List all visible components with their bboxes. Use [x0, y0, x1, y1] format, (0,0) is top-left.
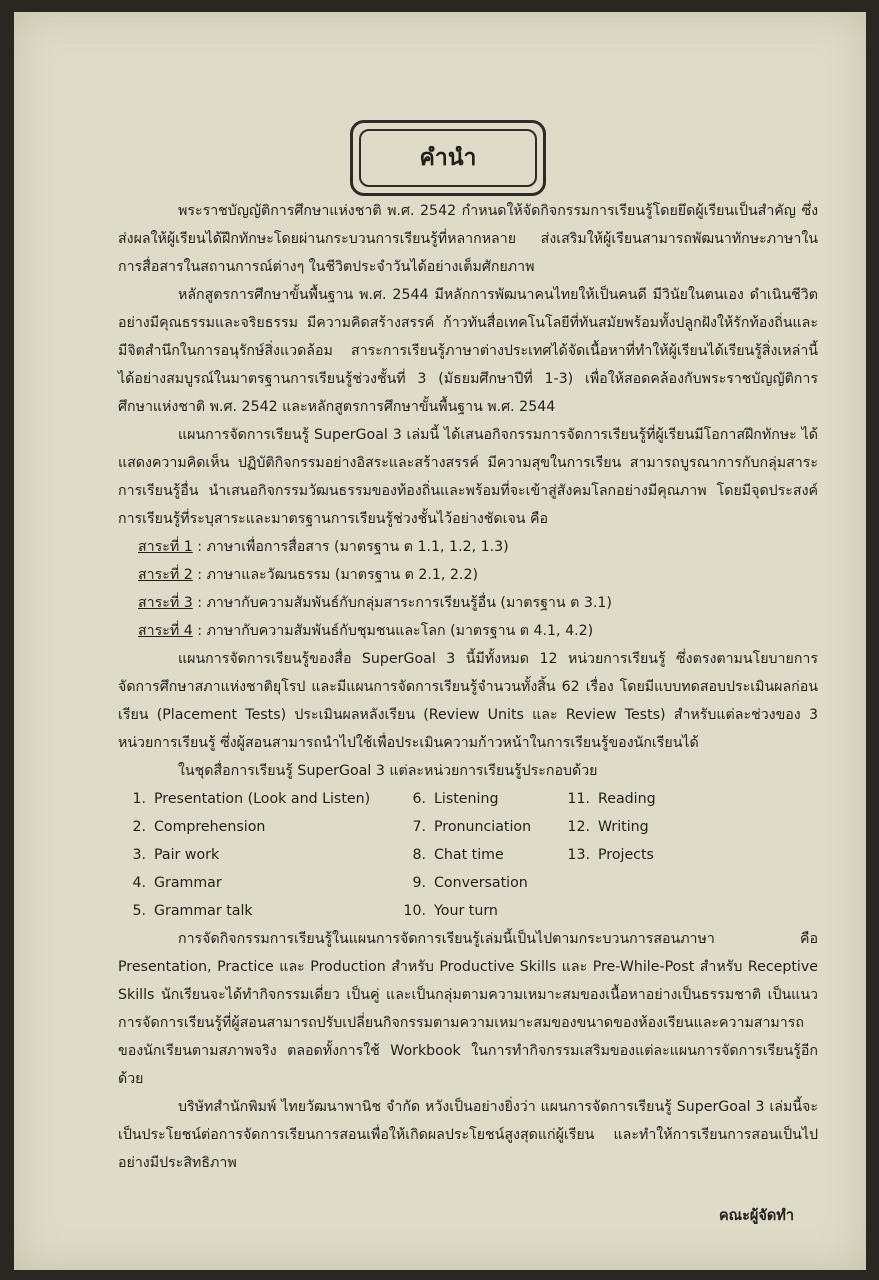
- component-item: 6. Listening: [412, 791, 499, 807]
- component-item: 1. Presentation (Look and Listen): [132, 791, 371, 807]
- document-page: [14, 12, 866, 1270]
- strand-label: สาระที่ 3: [138, 595, 193, 611]
- paragraph-2: หลักสูตรการศึกษาขั้นพื้นฐาน พ.ศ. 2544 มีหลักการพัฒนาคนไทยให้เป็นคนดี มีวินัยในตนเอง ดำเนินชีวิตอย่างมีคุณธรรมและจริยธรรม มีความคิดสร้างสรรค์ ก้าวทันสื่อเทคโนโลยีที่ทันสมัยพร้อมทั้งปลูกฝังให้รักท้องถิ่นและมีจิตสำนึกในการอนุรักษ์สิ่งแวดล้อม สาระการเรียนรู้ภาษาต่างประเทศได้จัดเนื้อหาที่ทำให้ผู้เรียนได้เรียนรู้สิ่งเหล่านี้ได้อย่างสมบูรณ์ในมาตรฐานการเรียนรู้ช่วงชั้นที่ 3 (มัธยมศึกษาปีที่ 1-3) เพื่อให้สอดคล้องกับพระราชบัญญัติการศึกษาแห่งชาติ พ.ศ. 2542 และหลักสูตรการศึกษาขั้นพื้นฐาน พ.ศ. 2544: [118, 287, 818, 415]
- paragraph-7: บริษัทสำนักพิมพ์ ไทยวัฒนาพานิช จำกัด หวังเป็นอย่างยิ่งว่า แผนการจัดการเรียนรู้ SuperGoal 3 เล่มนี้จะเป็นประโยชน์ต่อการจัดการเรียนการสอนเพื่อให้เกิดผลประโยชน์สูงสุดแก่ผู้เรียน และทำให้การเรียนการสอนเป็นไปอย่างมีประสิทธิภาพ: [118, 1099, 818, 1171]
- strand-item: [138, 589, 818, 617]
- paragraph-1: พระราชบัญญัติการศึกษาแห่งชาติ พ.ศ. 2542 กำหนดให้จัดกิจกรรมการเรียนรู้โดยยึดผู้เรียนเป็นสำคัญ ซึ่งส่งผลให้ผู้เรียนได้ฝึกทักษะโดยผ่านกระบวนการเรียนรู้ที่หลากหลาย ส่งเสริมให้ผู้เรียนสามารถพัฒนาทักษะภาษาในการสื่อสารในสถานการณ์ต่างๆ ในชีวิตประจำวันได้อย่างเต็มศักยภาพ: [118, 203, 818, 275]
- component-list: [118, 785, 818, 925]
- component-item: 7. Pronunciation: [412, 819, 532, 835]
- strand-label: สาระที่ 4: [138, 623, 193, 639]
- strand-text: : ภาษากับความสัมพันธ์กับชุมชนและโลก (มาตรฐาน ต 4.1, 4.2): [197, 623, 594, 639]
- component-item: 11. Reading: [567, 791, 656, 807]
- component-item: 9. Conversation: [412, 875, 528, 891]
- strand-list: [118, 533, 818, 645]
- component-item: 10. Your turn: [403, 903, 498, 919]
- component-item: 13. Projects: [567, 847, 654, 863]
- paragraph-5: ในชุดสื่อการเรียนรู้ SuperGoal 3 แต่ละหน่วยการเรียนรู้ประกอบด้วย: [178, 763, 598, 779]
- title-frame: [350, 120, 546, 196]
- component-item: 12. Writing: [567, 819, 649, 835]
- component-item: 2. Comprehension: [132, 819, 266, 835]
- strand-label: สาระที่ 1: [138, 539, 193, 555]
- strand-text: : ภาษาเพื่อการสื่อสาร (มาตรฐาน ต 1.1, 1.2, 1.3): [197, 539, 509, 555]
- component-item: 3. Pair work: [132, 847, 220, 863]
- strand-item: [138, 617, 818, 645]
- strand-item: [138, 561, 818, 589]
- paragraph-3: แผนการจัดการเรียนรู้ SuperGoal 3 เล่มนี้ ได้เสนอกิจกรรมการจัดการเรียนรู้ที่ผู้เรียนมีโอกาสฝึกทักษะ ได้แสดงความคิดเห็น ปฏิบัติกิจกรรมอย่างอิสระและสร้างสรรค์ มีความสุขในการเรียน สามารถบูรณาการกับกลุ่มสาระการเรียนรู้อื่น นำเสนอกิจกรรมวัฒนธรรมของท้องถิ่นและพร้อมที่จะเข้าสู่สังคมโลกอย่างมีคุณภาพ โดยมีจุดประสงค์การเรียนรู้ที่ระบุสาระและมาตรฐานการเรียนรู้ช่วงชั้นไว้อย่างชัดเจน คือ: [118, 427, 818, 527]
- body-content: [118, 197, 818, 1177]
- signature: คณะผู้จัดทำ: [718, 1208, 794, 1224]
- strand-text: : ภาษาและวัฒนธรรม (มาตรฐาน ต 2.1, 2.2): [197, 567, 479, 583]
- page-title: คำนำ: [359, 129, 537, 187]
- paragraph-6: การจัดกิจกรรมการเรียนรู้ในแผนการจัดการเรียนรู้เล่มนี้เป็นไปตามกระบวนการสอนภาษา คือ Presentation, Practice และ Production สำหรับ Productive Skills และ Pre-While-Post สำหรับ Receptive Skills นักเรียนจะได้ทำกิจกรรมเดี่ยว เป็นคู่ และเป็นกลุ่มตามความเหมาะสมของเนื้อหาอย่างเป็นธรรมชาติ เป็นแนวการจัดการเรียนรู้ที่ผู้สอนสามารถปรับเปลี่ยนกิจกรรมตามความเหมาะสมของขนาดของห้องเรียนและความสามารถของนักเรียนตามสภาพจริง ตลอดทั้งการใช้ Workbook ในการทำกิจกรรมเสริมของแต่ละแผนการจัดการเรียนรู้อีกด้วย: [118, 931, 818, 1087]
- component-item: 4. Grammar: [132, 875, 222, 891]
- strand-label: สาระที่ 2: [138, 567, 193, 583]
- component-item: 8. Chat time: [412, 847, 504, 863]
- paragraph-4: แผนการจัดการเรียนรู้ของสื่อ SuperGoal 3 นี้มีทั้งหมด 12 หน่วยการเรียนรู้ ซึ่งตรงตามนโยบายการจัดการศึกษาสภาแห่งชาติยุโรป และมีแผนการจัดการเรียนรู้จำนวนทั้งสิ้น 62 เรื่อง โดยมีแบบทดสอบประเมินผลก่อนเรียน (Placement Tests) ประเมินผลหลังเรียน (Review Units และ Review Tests) สำหรับแต่ละช่วงของ 3 หน่วยการเรียนรู้ ซึ่งผู้สอนสามารถนำไปใช้เพื่อประเมินความก้าวหน้าในการเรียนรู้ของนักเรียนได้: [118, 651, 818, 751]
- strand-text: : ภาษากับความสัมพันธ์กับกลุ่มสาระการเรียนรู้อื่น (มาตรฐาน ต 3.1): [197, 595, 612, 611]
- strand-item: [138, 533, 818, 561]
- component-item: 5. Grammar talk: [132, 903, 253, 919]
